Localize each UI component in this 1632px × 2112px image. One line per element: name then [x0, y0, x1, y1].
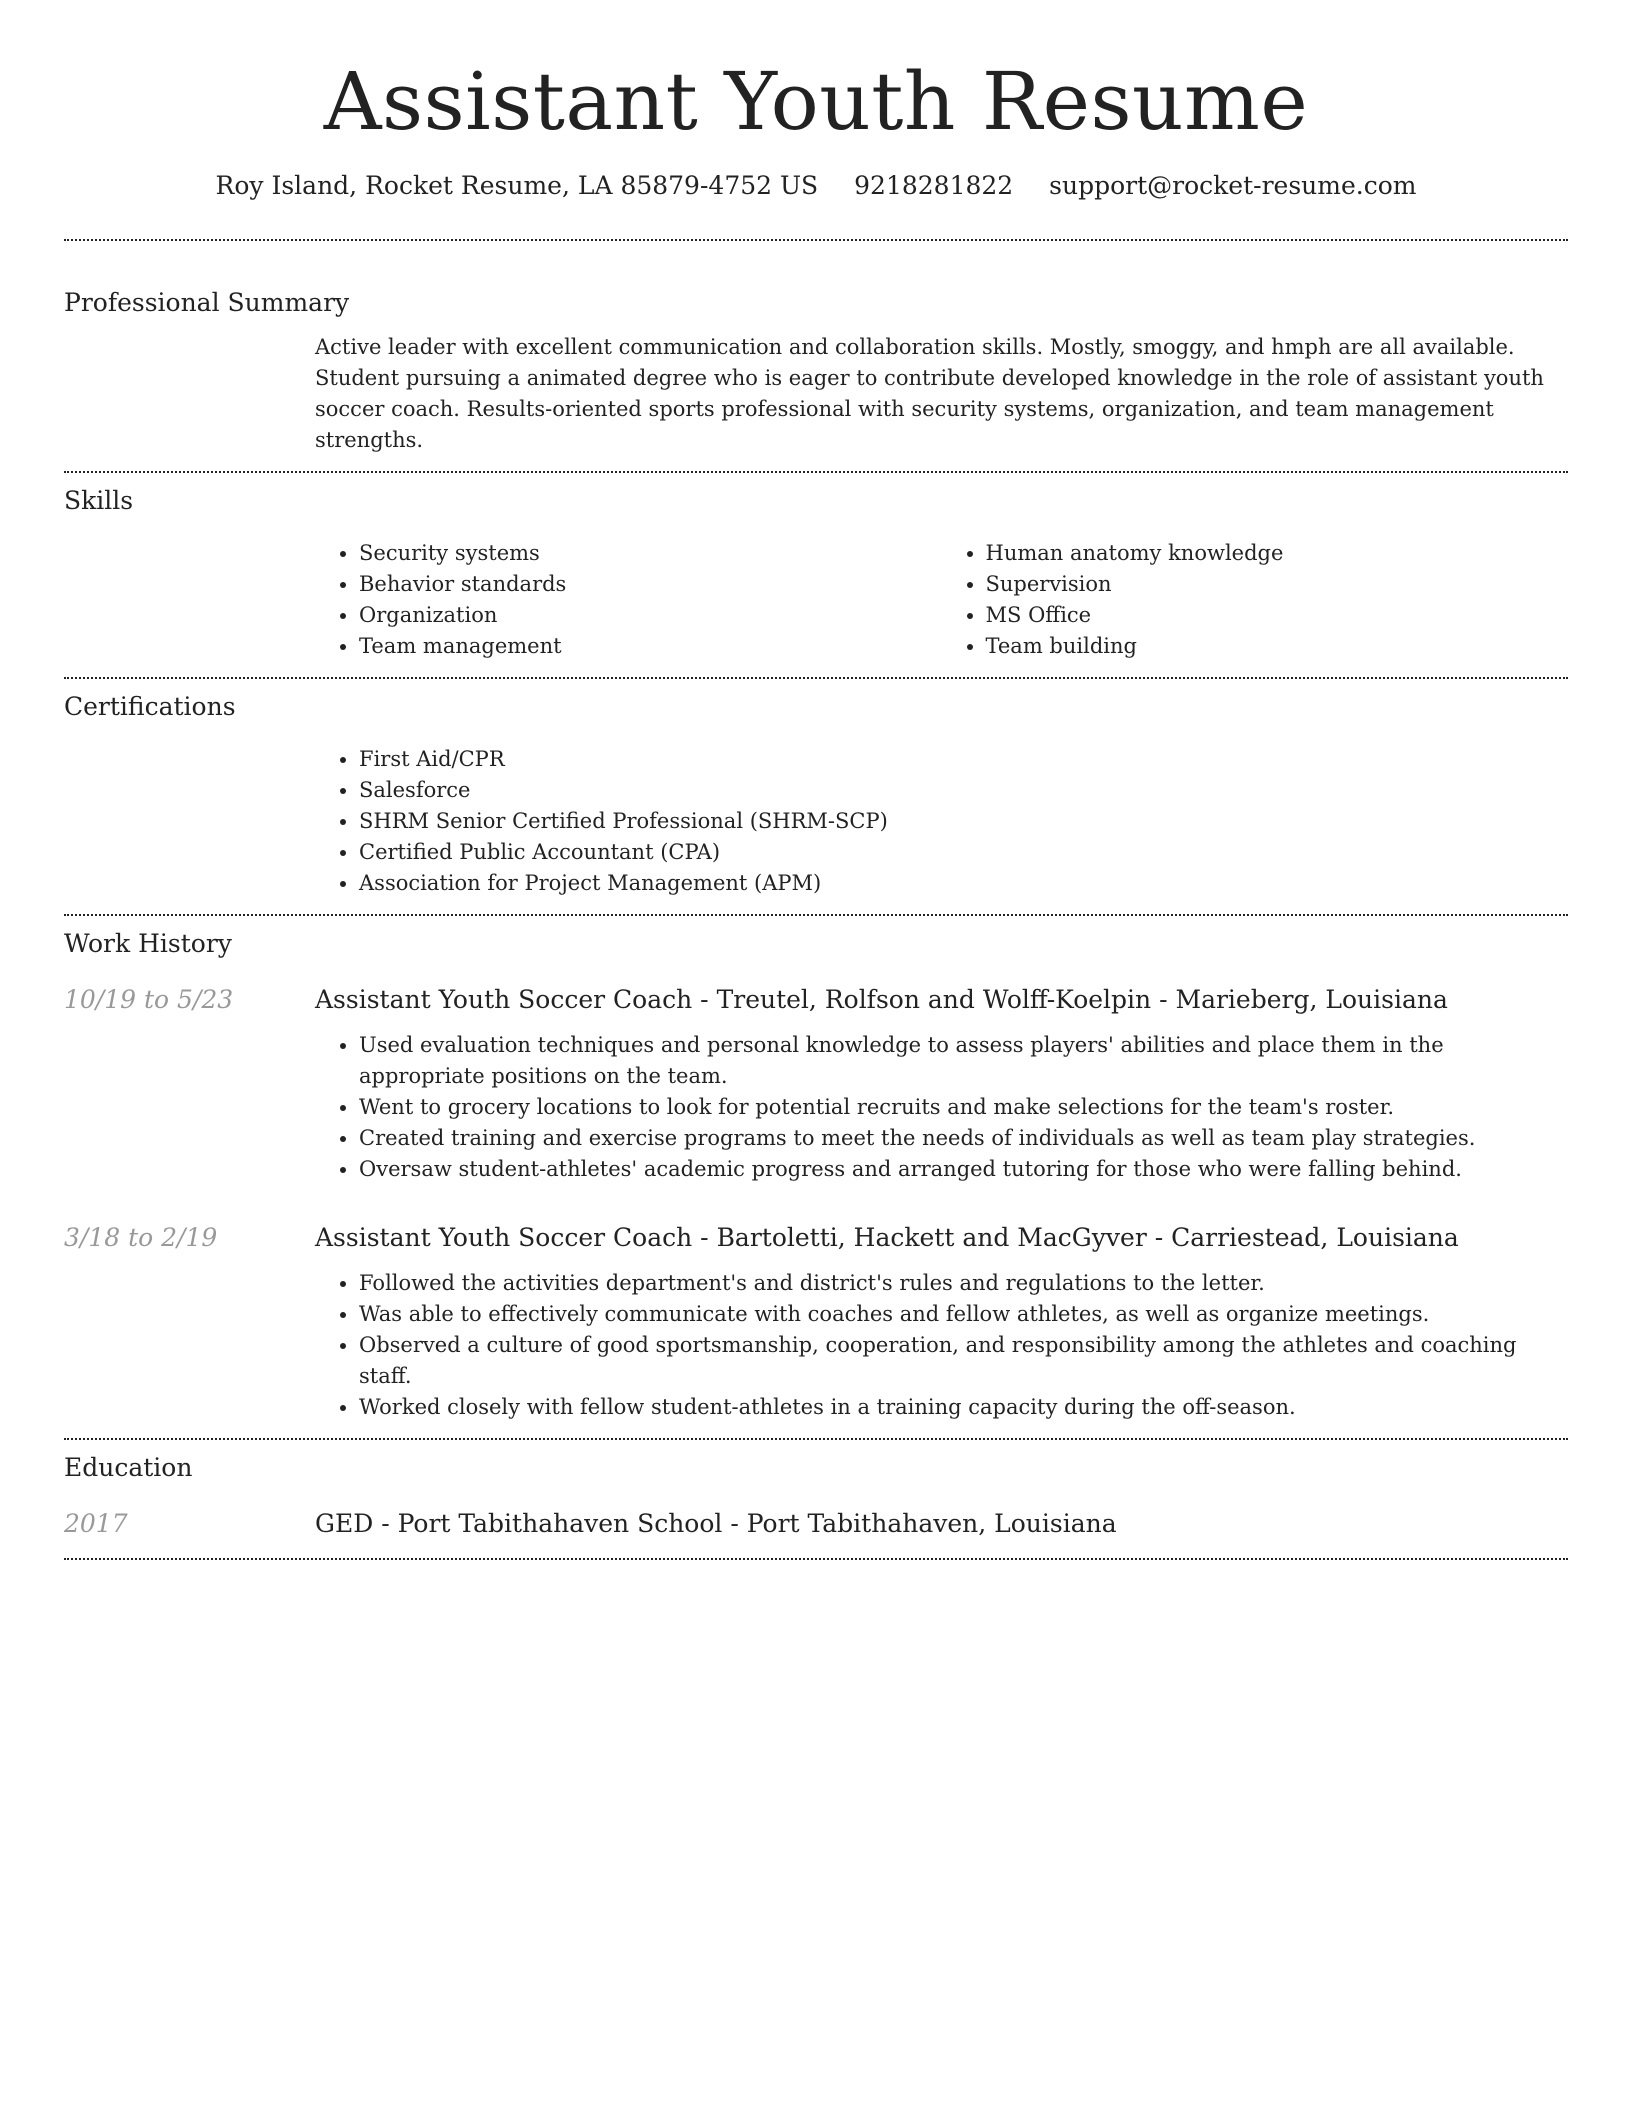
summary-text: Active leader with excellent communication and collaboration skills. Mostly, smoggy, and hmph are all available. Student pursuing a animated degree who is eager to contribute developed knowledge in the role of assistant youth soccer coach. Results-oriented sports professional with security systems, organization, and team management strengths. — [315, 335, 1544, 452]
skill-item: • Team building — [986, 631, 1569, 662]
skill-item: • Behavior standards — [359, 569, 942, 600]
education-heading: GED - Port Tabithahaven School - Port Tabithahaven, Louisiana — [315, 1509, 1117, 1538]
divider — [64, 677, 1568, 679]
section-title-skills: Skills — [64, 486, 134, 515]
education-entry — [64, 1506, 1568, 1542]
divider — [64, 239, 1568, 241]
contact-address: Roy Island, Rocket Resume, LA 85879-4752 US — [215, 171, 819, 200]
certification-item: • SHRM Senior Certified Professional (SHRM-SCP) — [359, 806, 1568, 837]
education-section — [64, 1450, 1568, 1542]
summary-section — [64, 285, 1568, 456]
job-dates: 10/19 to 5/23 — [64, 985, 234, 1014]
page-title: Assistant Youth Resume — [323, 55, 1309, 148]
job-bullet: • Followed the activities department's and district's rules and regulations to the letter. — [359, 1268, 1568, 1299]
certification-item: • Salesforce — [359, 775, 1568, 806]
skill-item: • Team management — [359, 631, 942, 662]
job-bullets — [315, 1268, 1568, 1423]
divider — [64, 914, 1568, 916]
contact-email: support@rocket-resume.com — [1049, 171, 1417, 200]
section-title-education: Education — [64, 1453, 193, 1482]
skill-item: • Supervision — [986, 569, 1569, 600]
job-bullet: • Went to grocery locations to look for potential recruits and make selections for the team's roster. — [359, 1092, 1568, 1123]
education-year: 2017 — [64, 1509, 128, 1538]
job-bullet: • Oversaw student-athletes' academic progress and arranged tutoring for those who were falling behind. — [359, 1154, 1568, 1185]
job-bullet: • Observed a culture of good sportsmanship, cooperation, and responsibility among the athletes and coaching staff. — [359, 1330, 1568, 1392]
certification-item: • Certified Public Accountant (CPA) — [359, 837, 1568, 868]
contact-phone: 9218281822 — [854, 171, 1014, 200]
certification-item: • First Aid/CPR — [359, 744, 1568, 775]
skills-grid — [315, 538, 1568, 662]
divider — [64, 1558, 1568, 1560]
contact-info — [64, 168, 1568, 204]
skills-list-left — [315, 538, 942, 662]
section-title-summary: Professional Summary — [64, 288, 350, 317]
skill-item: • Human anatomy knowledge — [986, 538, 1569, 569]
divider — [64, 471, 1568, 473]
job-bullet: • Created training and exercise programs to meet the needs of individuals as well as team play strategies. — [359, 1123, 1568, 1154]
certifications-list — [315, 744, 1568, 899]
job-dates: 3/18 to 2/19 — [64, 1223, 218, 1252]
job-bullet: • Used evaluation techniques and personal knowledge to assess players' abilities and place them in the appropriate positions on the team. — [359, 1030, 1568, 1092]
resume-page — [64, 0, 1568, 1560]
job-heading: Assistant Youth Soccer Coach - Treutel, Rolfson and Wolff-Koelpin - Marieberg, Louisiana — [315, 985, 1448, 1014]
job-entry — [64, 1220, 1568, 1423]
job-bullet: • Was able to effectively communicate with coaches and fellow athletes, as well as organize meetings. — [359, 1299, 1568, 1330]
job-heading: Assistant Youth Soccer Coach - Bartoletti, Hackett and MacGyver - Carriestead, Louisiana — [315, 1223, 1459, 1252]
certification-item: • Association for Project Management (APM) — [359, 868, 1568, 899]
skill-item: • Security systems — [359, 538, 942, 569]
section-title-certifications: Certifications — [64, 692, 236, 721]
divider — [64, 1438, 1568, 1440]
work-history-section — [64, 926, 1568, 1423]
job-bullet: • Worked closely with fellow student-athletes in a training capacity during the off-season. — [359, 1392, 1568, 1423]
certifications-section — [64, 689, 1568, 899]
skill-item: • MS Office — [986, 600, 1569, 631]
skills-list-right — [942, 538, 1569, 662]
skill-item: • Organization — [359, 600, 942, 631]
job-entry — [64, 982, 1568, 1185]
job-bullets — [315, 1030, 1568, 1185]
skills-section — [64, 483, 1568, 662]
section-title-work-history: Work History — [64, 929, 232, 958]
